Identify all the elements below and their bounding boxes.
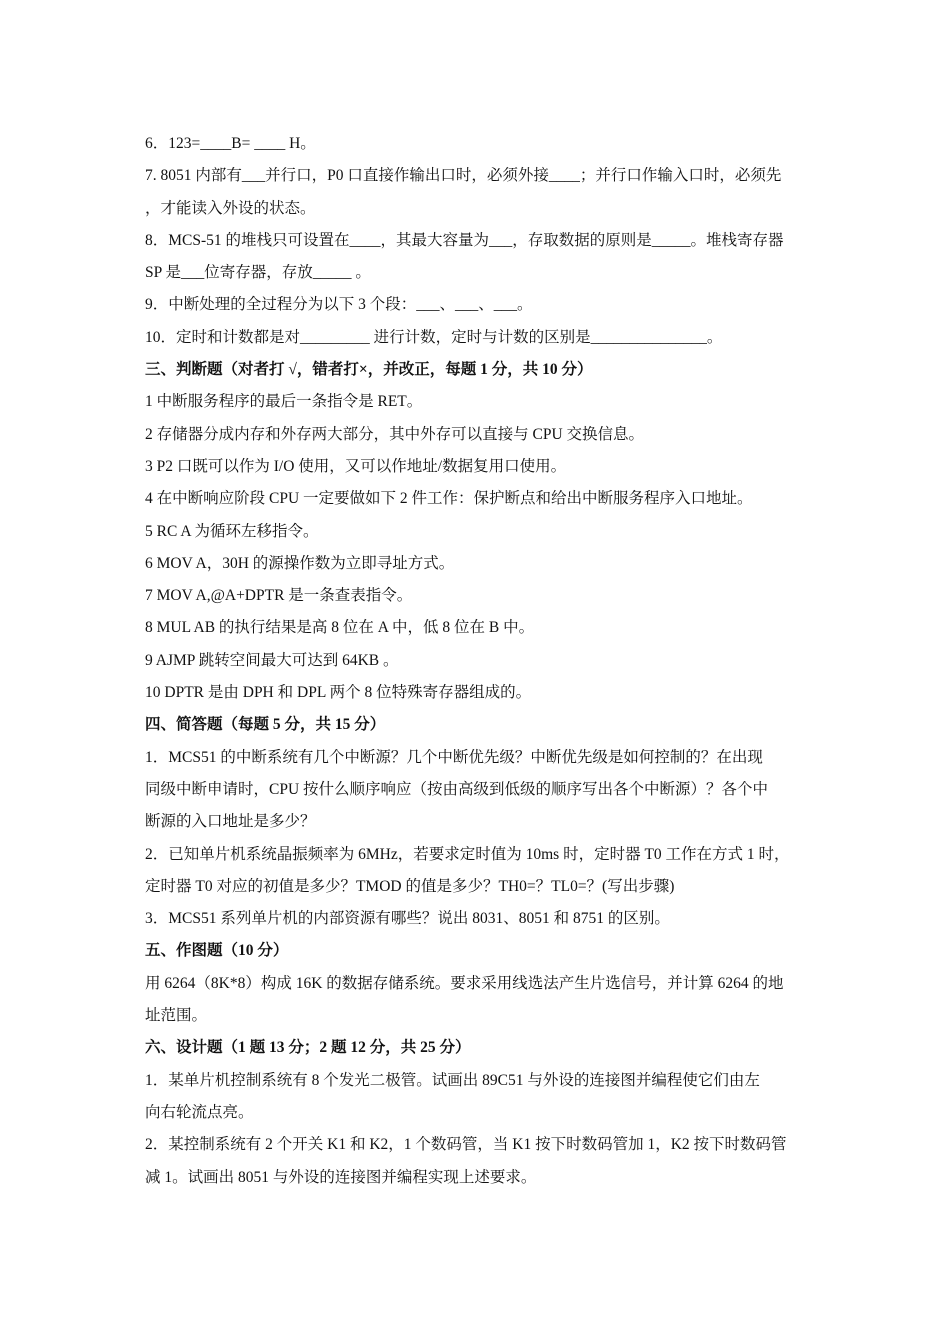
question-line: 6 MOV A，30H 的源操作数为立即寻址方式。	[145, 554, 455, 572]
question-line: 定时器 T0 对应的初值是多少？TMOD 的值是多少？TH0=？TL0=？(写出步骤)	[145, 877, 675, 895]
question-line: 1 中断服务程序的最后一条指令是 RET。	[145, 393, 423, 411]
section-heading: 三、判断题（对者打 √，错者打×，并改正，每题 1 分，共 10 分）	[145, 361, 593, 379]
design-section	[145, 1032, 815, 1193]
question-line: 4 在中断响应阶段 CPU 一定要做如下 2 件工作：保护断点和给出中断服务程序入口地址。	[145, 490, 753, 508]
fill-in-section	[145, 128, 815, 354]
drawing-section	[145, 935, 815, 1032]
section-heading: 六、设计题（1 题 13 分；2 题 12 分，共 25 分）	[145, 1039, 471, 1057]
question-line: 1．某单片机控制系统有 8 个发光二极管。试画出 89C51 与外设的连接图并编程使它们由左	[145, 1071, 760, 1089]
question-line: 断源的入口地址是多少？	[145, 813, 316, 831]
question-line: 减 1。试画出 8051 与外设的连接图并编程实现上述要求。	[145, 1168, 537, 1186]
question-line: 5 RC A 为循环左移指令。	[145, 522, 319, 540]
section-heading: 四、简答题（每题 5 分，共 15 分）	[145, 716, 386, 734]
question-line: 2 存储器分成内存和外存两大部分，其中外存可以直接与 CPU 交换信息。	[145, 425, 645, 443]
exam-content	[145, 128, 815, 1194]
question-line: 2．某控制系统有 2 个开关 K1 和 K2，1 个数码管，当 K1 按下时数码管加 1，K2 按下时数码管	[145, 1136, 787, 1154]
question-line: 7 MOV A,@A+DPTR 是一条查表指令。	[145, 587, 413, 605]
question-line: 址范围。	[145, 1007, 208, 1025]
question-line: 10．定时和计数都是对_________ 进行计数，定时与计数的区别是_______________。	[145, 328, 723, 346]
question-line: 8 MUL AB 的执行结果是高 8 位在 A 中，低 8 位在 B 中。	[145, 619, 535, 637]
section-heading: 五、作图题（10 分）	[145, 942, 289, 960]
question-line: 用 6264（8K*8）构成 16K 的数据存储系统。要求采用线选法产生片选信号，并计算 6264 的地	[145, 974, 784, 992]
question-line: 1．MCS51 的中断系统有几个中断源？几个中断优先级？中断优先级是如何控制的？在出现	[145, 748, 763, 766]
question-line: 9 AJMP 跳转空间最大可达到 64KB 。	[145, 651, 399, 669]
question-line: 10 DPTR 是由 DPH 和 DPL 两个 8 位特殊寄存器组成的。	[145, 684, 532, 702]
true-false-section	[145, 354, 815, 709]
question-line: 同级中断申请时，CPU 按什么顺序响应（按由高级到低级的顺序写出各个中断源）？各个中	[145, 780, 769, 798]
question-line: 3．MCS51 系列单片机的内部资源有哪些？说出 8031、8051 和 8751 的区别。	[145, 910, 670, 928]
question-line: 2．已知单片机系统晶振频率为 6MHz，若要求定时值为 10ms 时，定时器 T0 工作在方式 1 时，	[145, 845, 790, 863]
question-line: 7. 8051 内部有___并行口，P0 口直接作输出口时，必须外接____；并行口作输入口时，必须先	[145, 167, 782, 185]
question-line: 9．中断处理的全过程分为以下 3 个段：___、___、___。	[145, 296, 533, 314]
question-line: SP 是___位寄存器，存放_____ 。	[145, 264, 371, 282]
question-line: 3 P2 口既可以作为 I/O 使用，又可以作地址/数据复用口使用。	[145, 457, 567, 475]
question-line: 6．123=____B= ____ H。	[145, 135, 316, 152]
question-line: ，才能读入外设的状态。	[145, 199, 316, 217]
question-line: 8．MCS-51 的堆栈只可设置在____，其最大容量为___，存取数据的原则是_____。堆栈寄存器	[145, 231, 784, 249]
short-answer-section	[145, 709, 815, 935]
question-line: 向右轮流点亮。	[145, 1103, 254, 1121]
